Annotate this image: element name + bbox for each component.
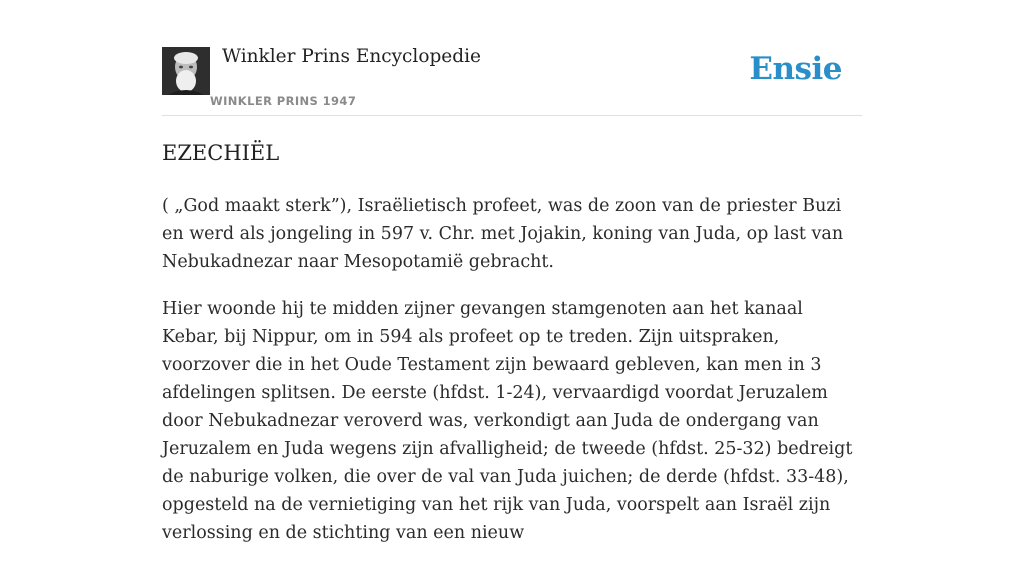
source-header — [162, 45, 862, 116]
avatar[interactable] — [162, 47, 210, 95]
article-paragraph: ( „God maakt sterk”), Israëlietisch profeet, was de zoon van de priester Buzi en werd als jongeling in 597 v. Chr. met Jojakin, koning van Juda, op last van Nebukadnezar naar Mesopotamië gebracht. — [162, 196, 844, 272]
source-subtitle[interactable]: WINKLER PRINS 1947 — [210, 94, 357, 108]
source-title[interactable]: Winkler Prins Encyclopedie — [222, 46, 481, 67]
article-body — [162, 192, 862, 566]
brand-logo[interactable]: Ensie — [749, 51, 842, 87]
portrait-icon — [162, 47, 210, 95]
article-title: EZECHIËL — [162, 141, 280, 165]
article-paragraph: Hier woonde hij te midden zijner gevangen stamgenoten aan het kanaal Kebar, bij Nippur, om in 594 als profeet op te treden. Zijn uitspraken, voorzover die in het Oude Testament zijn bewaard gebleven, kan men in 3 afdelingen splitsen. De eerste (hfdst. 1-24), vervaardigd voordat Jeruzalem door Nebukadnezar veroverd was, verkondigt aan Juda de ondergang van Jeruzalem en Juda wegens zijn afvalligheid; de tweede (hfdst. 25-32) bedreigt de naburige volken, die over de val van Juda juichen; de derde (hfdst. 33-48), opgesteld na de vernietiging van het rijk van Juda, voorspelt aan Israël zijn verlossing en de stichting van een nieuw — [162, 299, 853, 543]
